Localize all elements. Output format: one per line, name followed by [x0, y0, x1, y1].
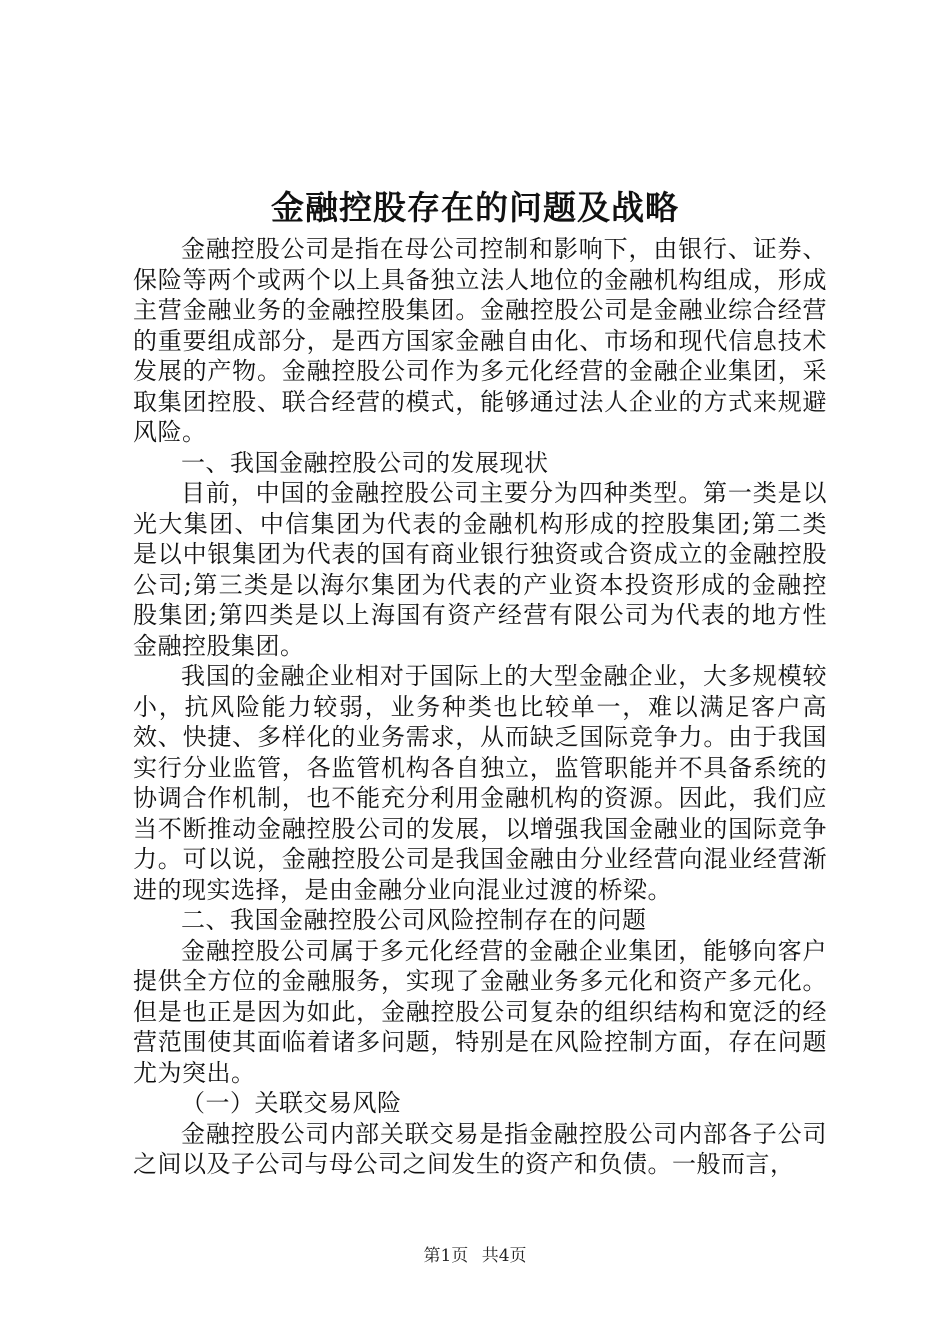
- page-total: 共4页: [481, 1246, 527, 1266]
- section-heading-1: 一、我国金融控股公司的发展现状: [181, 448, 549, 477]
- page-footer: [0, 1244, 950, 1268]
- page-number: 第1页: [423, 1246, 469, 1266]
- subsection-heading-1: （一）关联交易风险: [181, 1089, 402, 1117]
- paragraph-related-transactions: 金融控股公司内部关联交易是指金融控股公司内部各子公司之间以及子公司与母公司之间发生的资产和负债。一般而言，: [133, 1119, 827, 1178]
- document-body: [133, 234, 827, 1180]
- paragraph-problems: 金融控股公司属于多元化经营的金融企业集团，能够向客户提供全方位的金融服务，实现了金融业务多元化和资产多元化。但是也正是因为如此，金融控股公司复杂的组织结构和宽泛的经营范围使其面临着诸多问题，特别是在风险控制方面，存在问题尤为突出。: [133, 936, 827, 1087]
- section-heading-2: 二、我国金融控股公司风险控制存在的问题: [181, 906, 647, 934]
- paragraph-intro: 金融控股公司是指在母公司控制和影响下，由银行、证券、保险等两个或两个以上具备独立法人地位的金融机构组成，形成主营金融业务的金融控股集团。金融控股公司是金融业综合经营的重要组成部分，是西方国家金融自由化、市场和现代信息技术发展的产物。金融控股公司作为多元化经营的金融企业集团，采取集团控股、联合经营的模式，能够通过法人企业的方式来规避风险。: [133, 235, 827, 446]
- document-title: 金融控股存在的问题及战略: [271, 188, 679, 227]
- paragraph-competitiveness: 我国的金融企业相对于国际上的大型金融企业，大多规模较小，抗风险能力较弱，业务种类也比较单一，难以满足客户高效、快捷、多样化的业务需求，从而缺乏国际竞争力。由于我国实行分业监管，各监管机构各自独立，监管职能并不具备系统的协调合作机制，也不能充分利用金融机构的资源。因此，我们应当不断推动金融控股公司的发展，以增强我国金融业的国际竞争力。可以说，金融控股公司是我国金融由分业经营向混业经营渐进的现实选择，是由金融分业向混业过渡的桥梁。: [133, 662, 827, 904]
- paragraph-types: 目前，中国的金融控股公司主要分为四种类型。第一类是以光大集团、中信集团为代表的金融机构形成的控股集团;第二类是以中银集团为代表的国有商业银行独资或合资成立的金融控股公司;第三类是以海尔集团为代表的产业资本投资形成的金融控股集团;第四类是以上海国有资产经营有限公司为代表的地方性金融控股集团。: [133, 479, 827, 660]
